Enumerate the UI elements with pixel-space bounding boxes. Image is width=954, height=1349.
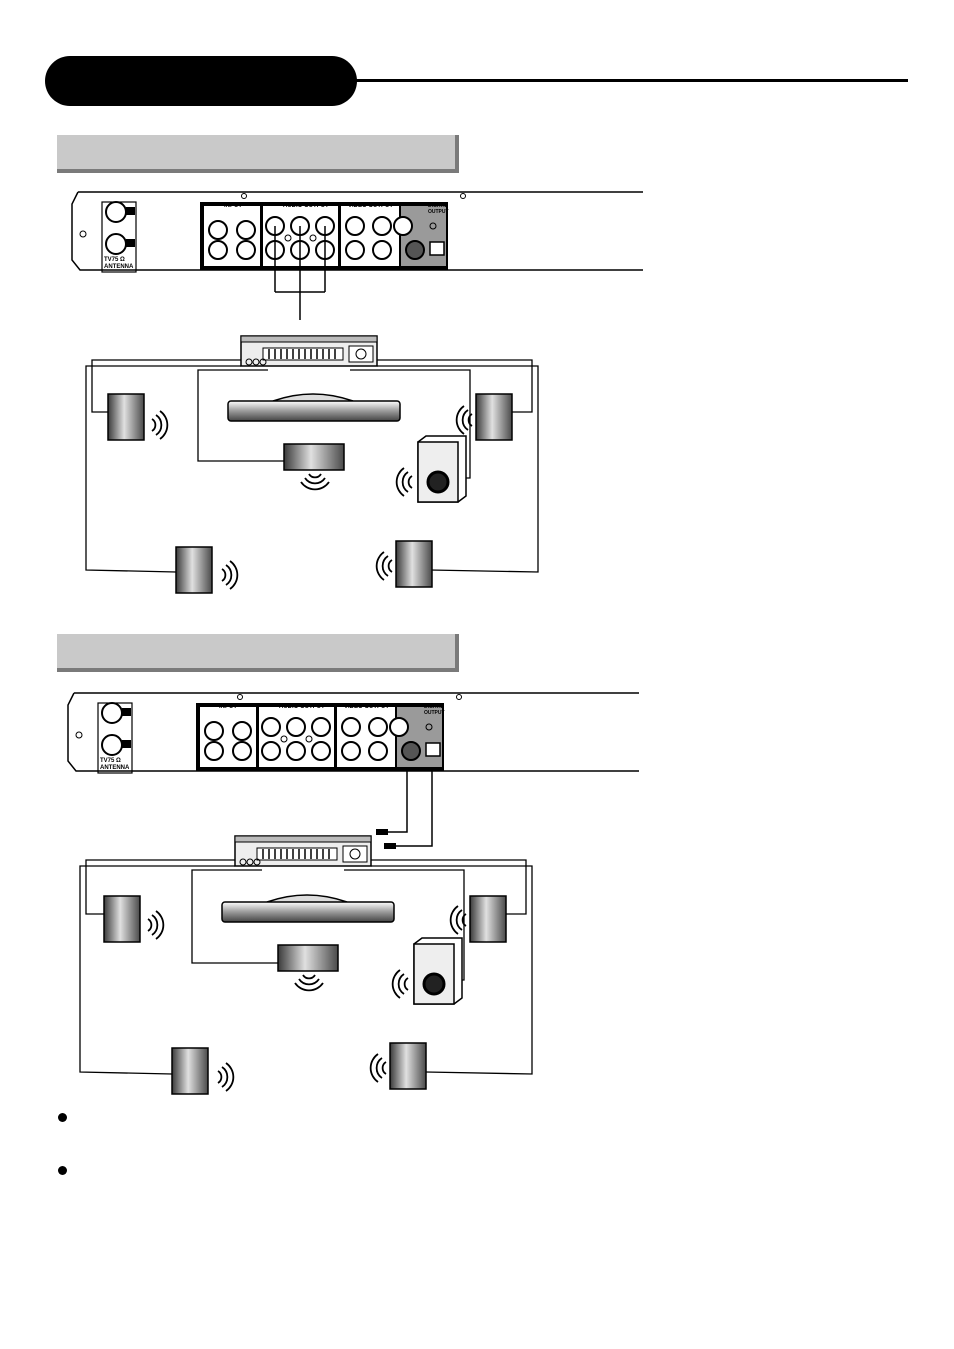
- input-label: INPUT: [219, 704, 237, 710]
- digital-cables: [388, 770, 432, 846]
- receiver-icon: [235, 836, 371, 866]
- speaker-icon: [108, 394, 144, 440]
- speaker-icon: [172, 1048, 208, 1094]
- speaker-icon: [284, 444, 344, 470]
- receiver-icon: [241, 336, 377, 366]
- video-output-label: VIDEO OUTPUT: [348, 203, 394, 209]
- input-label: INPUT: [224, 203, 242, 209]
- speaker-icon: [476, 394, 512, 440]
- audio-output-label: AUDIO OUTPUT: [283, 203, 329, 209]
- subwoofer-icon: [418, 436, 466, 502]
- sound-waves-icon: [218, 1063, 233, 1091]
- digital-output-label: DIGITAL OUTPUT: [424, 704, 445, 716]
- subwoofer-icon: [414, 938, 462, 1004]
- speaker-icon: [396, 541, 432, 587]
- antenna-label: TV75 Ω ANTENNA: [104, 257, 134, 270]
- video-output-label: VIDEO OUTPUT: [344, 704, 390, 710]
- speaker-icon: [176, 547, 212, 593]
- antenna-label: TV75 Ω ANTENNA: [100, 758, 130, 771]
- television-icon: [228, 394, 400, 421]
- audio-output-label: AUDIO OUTPUT: [279, 704, 325, 710]
- digital-output-label: DIGITAL OUTPUT: [428, 203, 449, 215]
- sound-waves-icon: [148, 911, 163, 939]
- sound-waves-icon: [152, 411, 167, 439]
- speaker-icon: [104, 896, 140, 942]
- speaker-icon: [470, 896, 506, 942]
- sound-waves-icon: [222, 561, 237, 589]
- speaker-icon: [390, 1043, 426, 1089]
- television-icon: [222, 895, 394, 922]
- speaker-icon: [278, 945, 338, 971]
